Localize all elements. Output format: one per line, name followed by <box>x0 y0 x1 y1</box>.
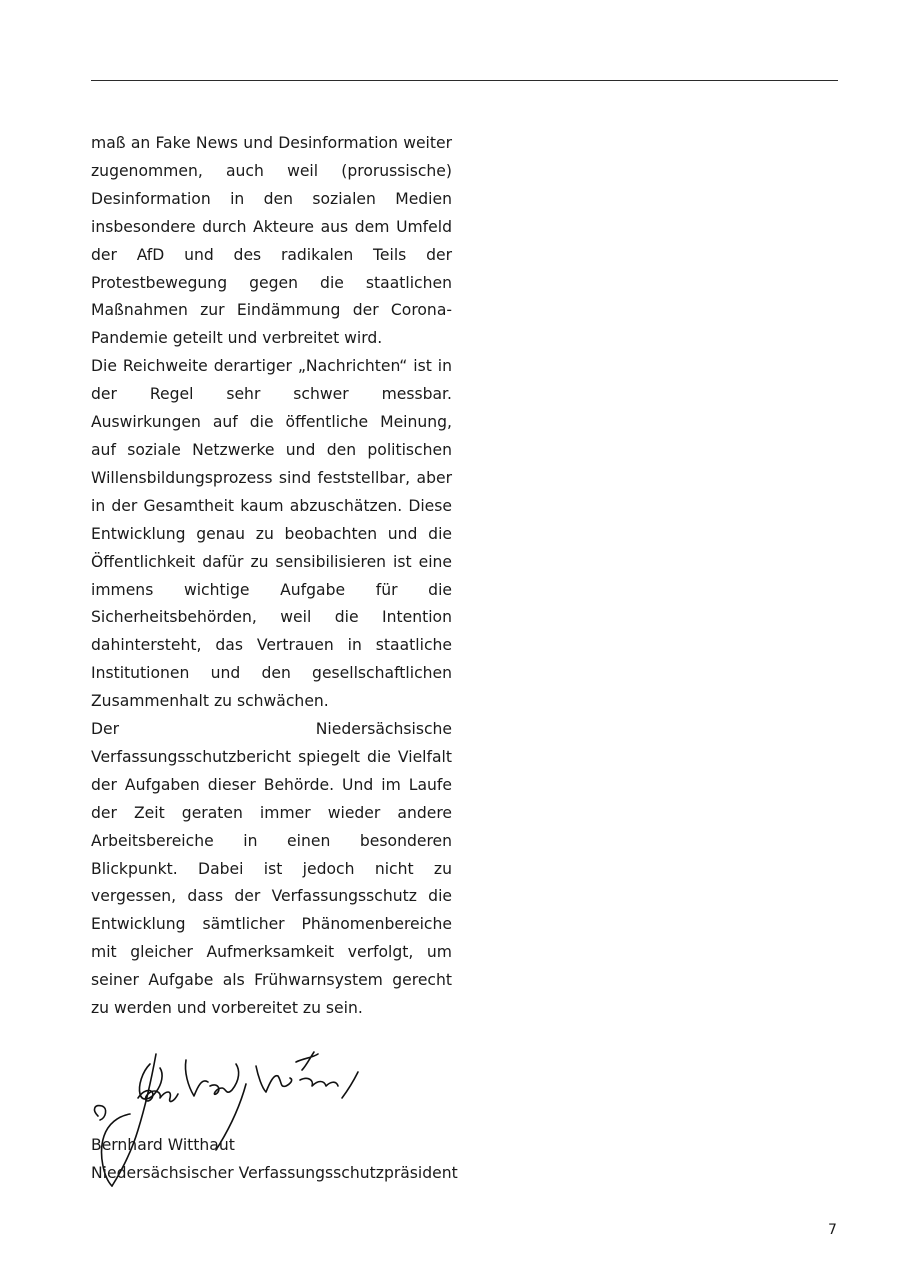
header-rule <box>91 80 838 81</box>
signatory-name: Bernhard Witthaut <box>91 1136 235 1154</box>
signatory-role: Niedersächsischer Verfassungsschutzpräsident <box>91 1163 458 1182</box>
paragraph-2: Die Reichweite derartiger „Nachrichten“ ist in der Regel sehr schwer messbar. Auswirkungen auf die öffentliche Meinung, auf soziale Netzwerke und den politischen Willensbildungsprozess sind feststellbar, aber in der Gesamtheit kaum abzuschätzen. Diese Entwicklung genau zu beobachten und die Öffentlichkeit dafür zu sensibilisieren ist eine immens wichtige Aufgabe für die Sicherheitsbehörden, weil die Intention dahintersteht, das Vertrauen in staatliche Institutionen und den gesellschaftlichen Zusammenhalt zu schwächen. <box>91 357 452 711</box>
page-number: 7 <box>828 1222 837 1238</box>
paragraph-1: maß an Fake News und Desinformation weiter zugenommen, auch weil (prorussische) Desinformation in den sozialen Medien insbesondere durch Akteure aus dem Umfeld der AfD und des radikalen Teils der Protestbewegung gegen die staatlichen Maßnahmen zur Eindämmung der Corona-Pandemie geteilt und verbreitet wird. <box>91 134 452 348</box>
body-text-column <box>91 130 452 1023</box>
signature-block <box>91 1132 458 1188</box>
paragraph-3: Der Niedersächsische Verfassungsschutzbericht spiegelt die Vielfalt der Aufgaben dieser Behörde. Und im Laufe der Zeit geraten immer wieder andere Arbeitsbereiche in einen besonderen Blickpunkt. Dabei ist jedoch nicht zu vergessen, dass der Verfassungsschutz die Entwicklung sämtlicher Phänomenbereiche mit gleicher Aufmerksamkeit verfolgt, um seiner Aufgabe als Frühwarnsystem gerecht zu werden und vorbereitet zu sein. <box>91 720 452 1018</box>
